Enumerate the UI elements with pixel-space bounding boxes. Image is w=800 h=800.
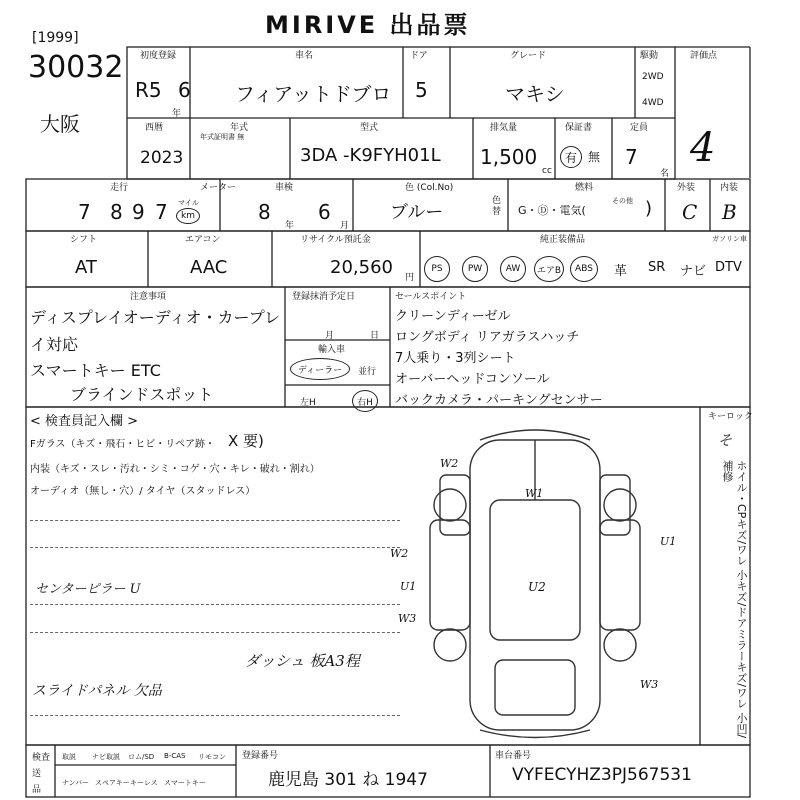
inspection-year-unit: 年 [285, 221, 295, 231]
import-parallel: 並行 [358, 367, 377, 377]
inspector-label: < 検査員記入欄 > [30, 414, 139, 429]
shift: AT [75, 257, 97, 278]
fuel-label: 燃料 [575, 183, 594, 193]
damage-u1-right: U1 [660, 535, 677, 548]
equip-ps: PS [424, 256, 450, 282]
model-year-label: 年式 [230, 123, 249, 133]
vin: VYFECYHZ3PJ567531 [512, 765, 692, 785]
session-number: [1999] [32, 30, 79, 46]
displacement: 1,500 [480, 145, 538, 169]
handle-right-circle [352, 390, 378, 412]
warranty-no: 無 [588, 150, 601, 164]
damage-w2-left: W2 [390, 547, 409, 560]
doc-spare-key: スペアキー [95, 779, 130, 787]
caution-line-1: ディスプレイオーディオ・カープレ [30, 308, 281, 327]
score-label: 評価点 [690, 51, 718, 61]
note-line [30, 520, 400, 521]
plate-label: 登録番号 [242, 751, 279, 761]
reg-day: 日 [370, 331, 380, 341]
inspection-year: 8 [258, 200, 271, 224]
ac-label: エアコン [185, 235, 221, 245]
equip-airbag: エアB [534, 256, 564, 282]
note-line [30, 604, 400, 605]
capacity-label: 定員 [630, 123, 649, 133]
inspection-month: 6 [318, 200, 331, 224]
western-label: 西暦 [145, 123, 164, 133]
lot-number: 30032 [28, 50, 124, 85]
color-label: 色 (Col.No) [405, 183, 454, 193]
equip-abs: ABS [570, 256, 598, 282]
capacity: 7 [625, 145, 638, 169]
note-line [30, 632, 400, 633]
interior-line: 内装（キズ・スレ・汚れ・シミ・コゲ・穴・キレ・破れ・割れ） [30, 464, 320, 475]
meter-label: メーター [200, 183, 237, 193]
equip-leather: 革 [614, 264, 628, 279]
import-dealer: ディーラー [297, 365, 343, 376]
warranty-label: 保証書 [565, 123, 593, 133]
doors-label: ドア [410, 51, 428, 61]
mileage-digit-2: 8 [110, 200, 123, 224]
damage-w3-rear: W3 [640, 678, 659, 691]
inspection-month-unit: 月 [340, 221, 350, 231]
equipment-label: 純正装備品 [540, 235, 586, 245]
person-unit: 名 [660, 169, 670, 179]
sales-label: セールスポイント [395, 292, 467, 302]
equip-pw: PW [462, 256, 488, 282]
handle-right: 右H [357, 397, 373, 408]
drive-2wd: 2WD [642, 72, 664, 82]
sales-point-4: オーバーヘッドコンソール [395, 372, 550, 387]
inspection-label: 車検 [275, 183, 294, 193]
doors: 5 [415, 78, 428, 102]
mileage-digit-3: 9 [132, 200, 145, 224]
note-line [30, 547, 400, 548]
exterior-label: 外装 [677, 183, 696, 193]
form-title: MIRIVE 出品票 [265, 11, 471, 39]
send-item: 品 [32, 785, 42, 795]
warranty-circle [560, 146, 582, 168]
handwritten-note-1: センターピラー U [35, 582, 141, 597]
handwritten-note-2: ダッシュ 板A3程 [245, 652, 360, 670]
reg-cancel-label: 登録抹消予定日 [292, 292, 356, 302]
score: 4 [690, 125, 716, 171]
inspect-label: 検査 [32, 753, 51, 763]
interior-label: 内装 [720, 183, 739, 193]
equip-dtv: DTV [715, 260, 742, 275]
damage-w3-left: W3 [398, 612, 417, 625]
audio-tire-line: オーディオ（無し・穴）/ タイヤ（スタッドレス） [30, 486, 256, 497]
windshield-mark: X 要) [228, 432, 264, 450]
sales-point-3: 7人乗り・3列シート [395, 351, 516, 366]
location: 大阪 [40, 112, 80, 136]
sales-point-1: クリーンディーゼル [395, 309, 511, 324]
caution-line-4: ブラインドスポット [70, 385, 214, 404]
first-reg-month: 6 [178, 78, 191, 102]
km-circle [176, 208, 200, 224]
doc-bcas: B-CAS [164, 752, 186, 760]
warranty-yes: 有 [564, 150, 577, 165]
mile-unit: マイル [178, 199, 199, 207]
mileage-digit-4: 7 [155, 200, 168, 224]
grade-label: グレード [510, 51, 547, 61]
cc-unit: cc [542, 166, 552, 176]
displacement-label: 排気量 [490, 123, 518, 133]
vin-label: 車台番号 [495, 751, 532, 761]
grade: マキシ [505, 82, 565, 106]
interior-grade: B [722, 200, 737, 224]
color-change: 色替 [492, 196, 502, 217]
caution-line-3: スマートキー ETC [30, 361, 161, 380]
fuel-options: G・Ⓓ・電気( [518, 204, 586, 217]
key-lock-label: キーロック [708, 412, 753, 422]
first-reg-era: R5 [135, 78, 162, 102]
doc-remote: リモコン [198, 753, 226, 761]
yen-unit: 円 [405, 273, 415, 283]
send-label: 送 [32, 769, 42, 779]
year-unit: 年 [172, 109, 182, 119]
ac: AAC [190, 257, 228, 278]
doc-navi-manual: ナビ取説 [92, 753, 120, 761]
doc-smart-key: スマートキー [164, 779, 206, 787]
mileage-digit-1: 7 [78, 200, 91, 224]
plate: 鹿児島 301 ね 1947 [268, 770, 428, 790]
recycle: 20,560 [330, 257, 393, 278]
caution-line-2: イ対応 [30, 335, 79, 354]
import-dealer-circle [290, 358, 350, 380]
handle-left: 左H [300, 398, 316, 408]
reg-month: 月 [325, 331, 335, 341]
doc-number: ナンバー [62, 779, 90, 787]
handwritten-note-3: スライドパネル 欠品 [32, 683, 162, 699]
car-name: フィアットドブロ [235, 82, 392, 106]
doc-manual: 取説 [62, 753, 76, 761]
import-label: 輸入車 [318, 345, 346, 355]
shift-label: シフト [70, 235, 98, 245]
gasoline-label: ガソリン車 [712, 235, 747, 243]
side-legend: ホイル・CPキズ/ワレ 小キズ/ドアミラーキズ/ワレ 小凹/補修 [721, 460, 748, 739]
note-line [30, 715, 400, 716]
model-label: 型式 [360, 123, 379, 133]
fuel-other: その他 [612, 197, 633, 205]
fuel-close: ) [645, 198, 653, 219]
mileage-label: 走行 [110, 183, 129, 193]
drive-label: 駆動 [640, 51, 659, 61]
exterior-grade: C [682, 200, 698, 224]
model-code: 3DA -K9FYH01L [300, 145, 441, 166]
sales-point-5: バックカメラ・パーキングセンサー [395, 393, 603, 408]
doc-rom-sd: ロム/SD [128, 753, 155, 761]
car-name-label: 車名 [295, 51, 314, 61]
km-unit: km [181, 211, 195, 221]
color: ブルー [390, 202, 444, 223]
recycle-label: リサイクル預託金 [300, 235, 371, 245]
equip-navi: ナビ [680, 264, 707, 279]
first-reg-label: 初度登録 [140, 51, 177, 61]
doc-keyless: キーレス [130, 779, 158, 787]
damage-u1-left: U1 [400, 580, 417, 593]
damage-w2-top: W2 [440, 457, 459, 470]
windshield-line: Fガラス（キズ・飛石・ヒビ・リペア跡・ [30, 439, 216, 450]
model-year-note: 年式証明書 無 [200, 133, 245, 141]
equip-aw: AW [500, 256, 526, 282]
western-year: 2023 [140, 148, 184, 168]
key-lock-value: そ [718, 433, 732, 449]
damage-w1-hood: W1 [525, 487, 544, 500]
drive-4wd: 4WD [642, 98, 664, 108]
equip-sunroof: SR [648, 260, 666, 275]
damage-u2-roof: U2 [528, 580, 546, 594]
sales-point-2: ロングボディ リアガラスハッチ [395, 330, 580, 345]
caution-label: 注意事項 [130, 292, 167, 302]
